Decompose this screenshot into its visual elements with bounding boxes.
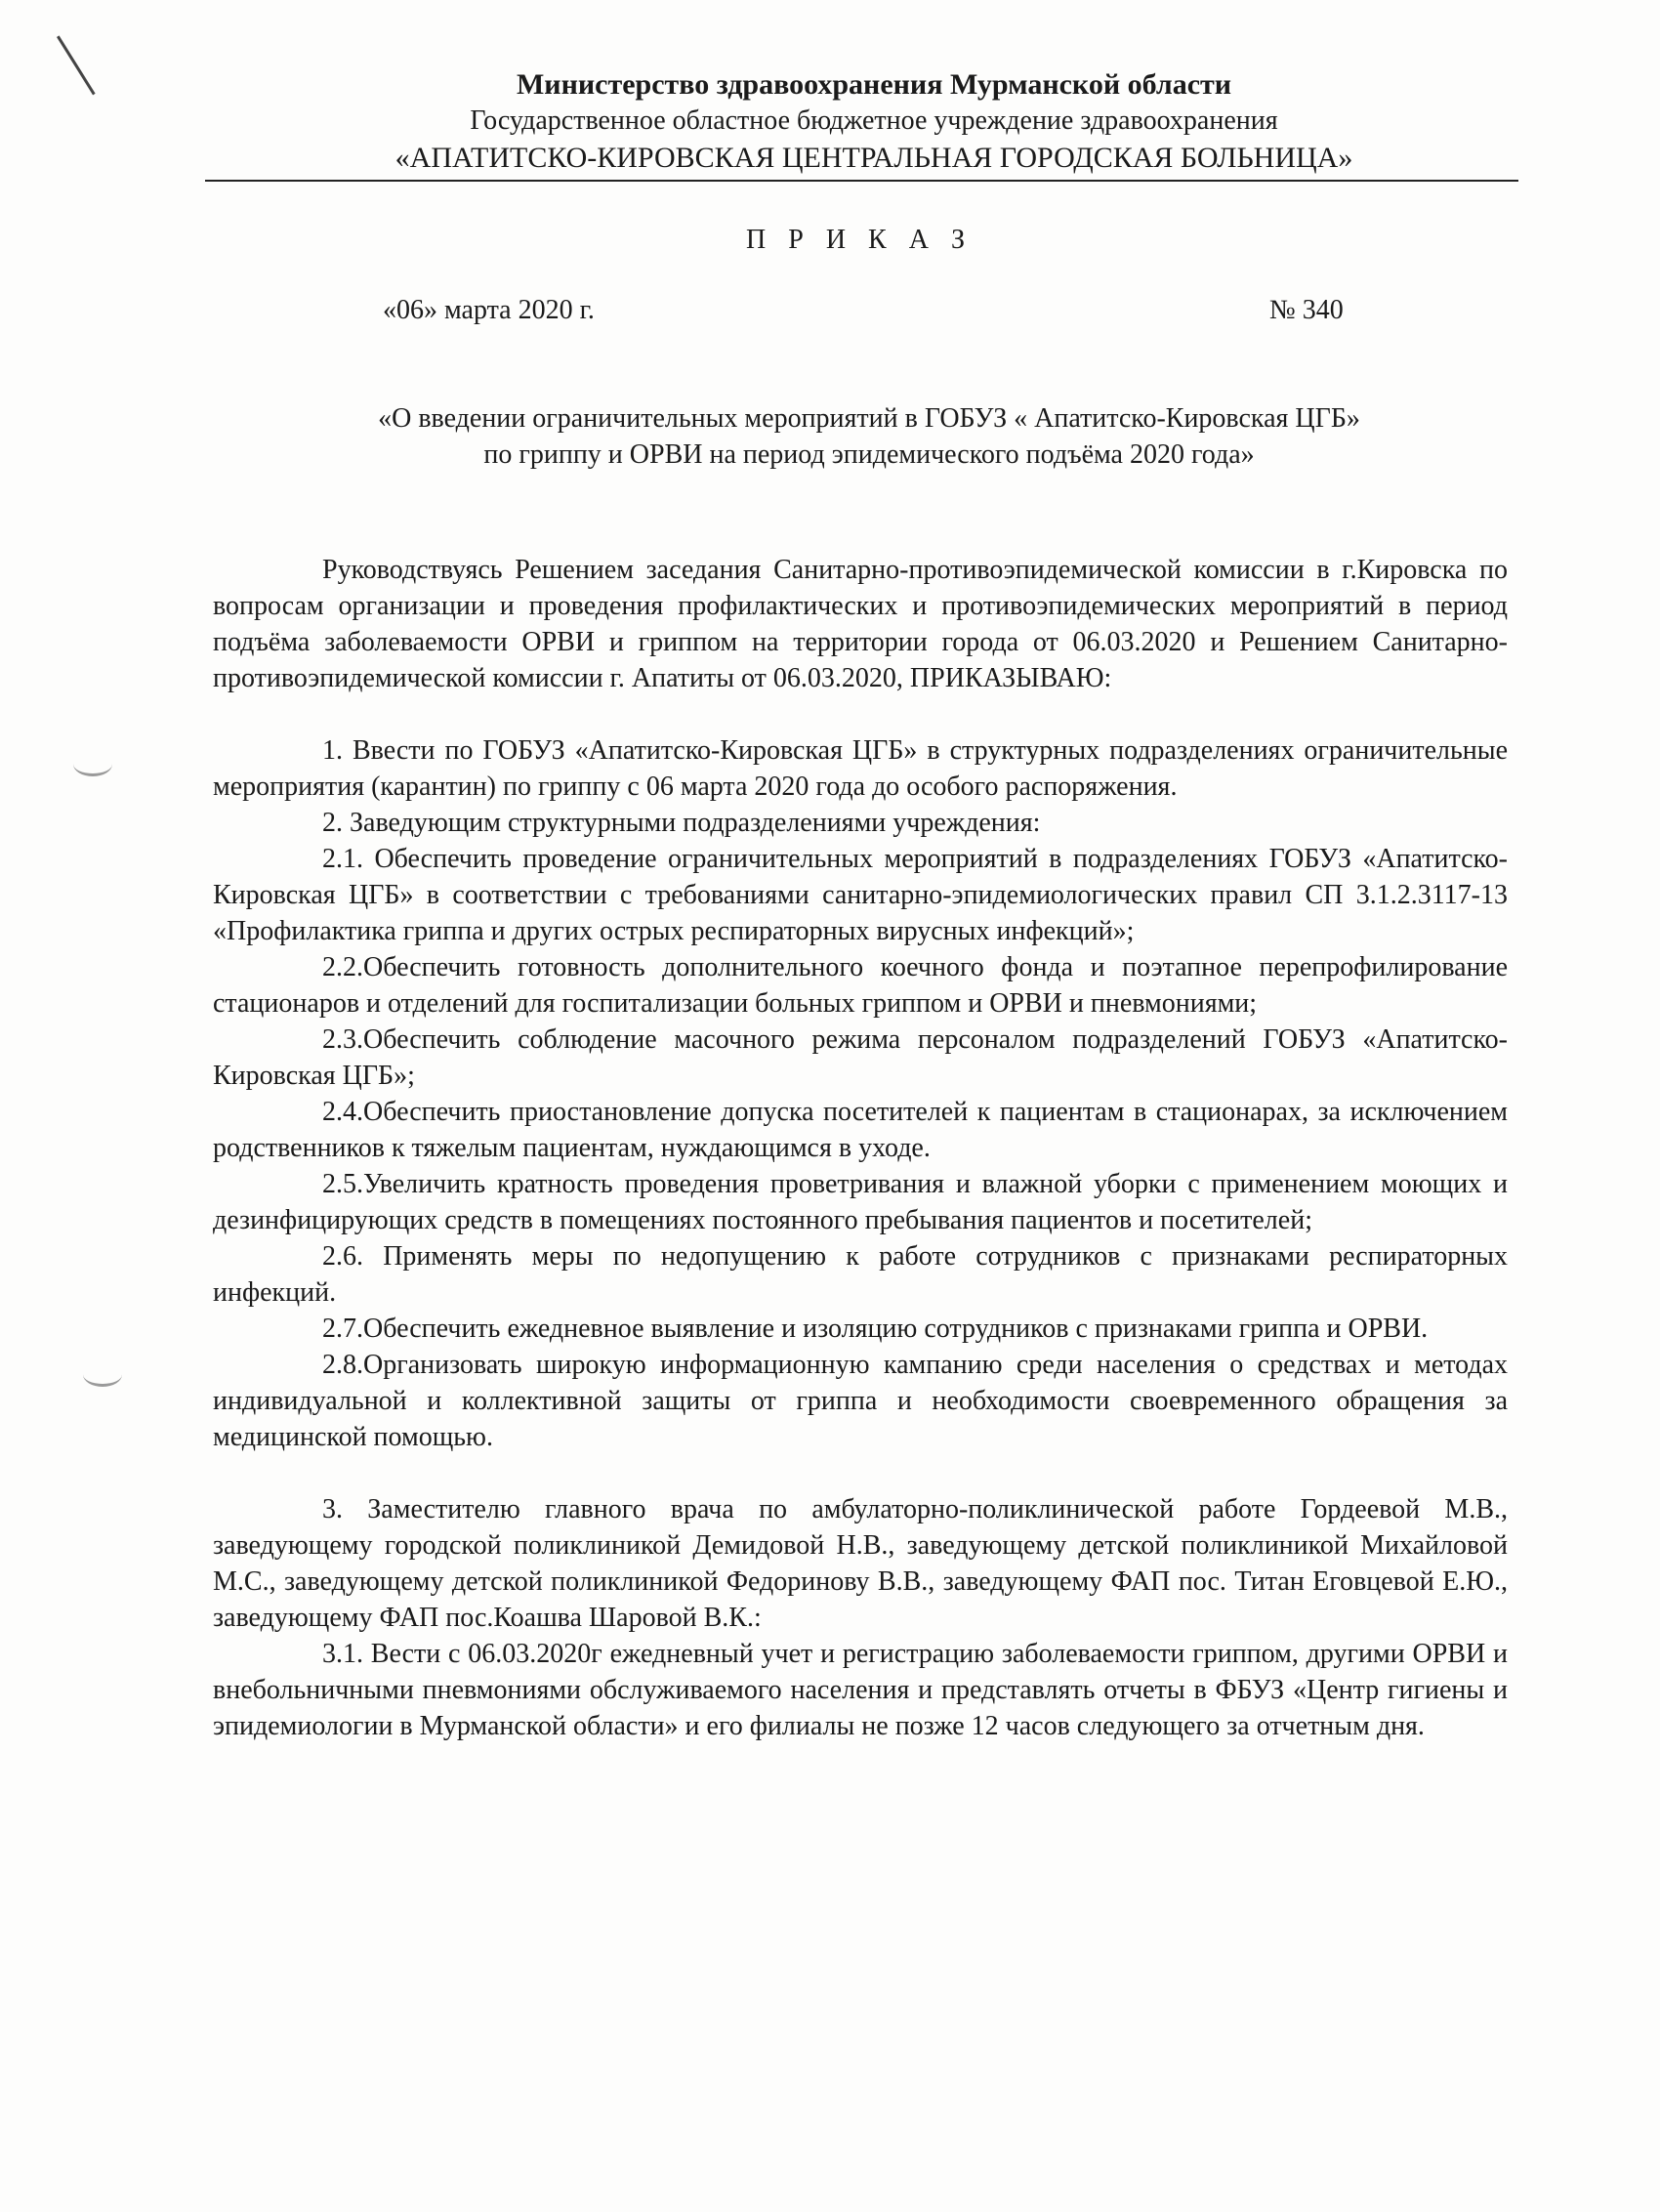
order-item-2-5: 2.5.Увеличить кратность проведения проветривания и влажной уборки с применением моющих и дезинфицирующих средств в помещениях постоянного пребывания пациентов и посетителей; [213, 1169, 1508, 1235]
order-item-2: 2. Заведующим структурными подразделениями учреждения: [322, 808, 1041, 838]
order-item-2-6: 2.6. Применять меры по недопущению к работе сотрудников с признаками респираторных инфекций. [213, 1241, 1508, 1308]
order-item-2-3: 2.3.Обеспечить соблюдение масочного режима персоналом подразделений ГОБУЗ «Апатитско-Кировская ЦГБ»; [213, 1024, 1508, 1091]
order-item-3-1: 3.1. Вести с 06.03.2020г ежедневный учет и регистрацию заболеваемости гриппом, другими ОРВИ и внебольничными пневмониями обслуживаемого населения и представлять отчеты в ФБУЗ «Центр гигиены и эпидемиологии в Мурманской области» и его филиалы не позже 12 часов следующего за отчетным дня. [213, 1639, 1508, 1741]
order-title: П Р И К А З [746, 225, 973, 255]
order-item-2-1: 2.1. Обеспечить проведение ограничительных мероприятий в подразделениях ГОБУЗ «Апатитско-Кировская ЦГБ» в соответствии с требованиями санитарно-эпидемиологических правил СП 3.1.2.3117-13 «Профилактика гриппа и других острых респираторных вирусных инфекций»; [213, 844, 1508, 946]
institution-name: «АПАТИТСКО-КИРОВСКАЯ ЦЕНТРАЛЬНАЯ ГОРОДСКАЯ БОЛЬНИЦА» [394, 142, 1353, 174]
institution-type: Государственное областное бюджетное учреждение здравоохранения [470, 105, 1278, 136]
subject-line: «О введении ограничительных мероприятий в ГОБУЗ « Апатитско-Кировская ЦГБ» [378, 403, 1360, 434]
order-item-2-8: 2.8.Организовать широкую информационную кампанию среди населения о средствах и методах индивидуальной и коллективной защиты от гриппа и необходимости своевременного обращения за медицинской помощью. [213, 1350, 1508, 1452]
order-item-1: 1. Ввести по ГОБУЗ «Апатитско-Кировская ЦГБ» в структурных подразделениях ограничительные мероприятия (карантин) по гриппу с 06 марта 2020 года до особого распоряжения. [213, 735, 1508, 802]
preamble-paragraph: Руководствуясь Решением заседания Санитарно-противоэпидемической комиссии в г.Кировска по вопросам организации и проведения профилактических и противоэпидемических мероприятий в период подъёма заболеваемости ОРВИ и гриппом на территории города от 06.03.2020 и Решением Санитарно-противоэпидемической комиссии г. Апатиты от 06.03.2020, ПРИКАЗЫВАЮ: [213, 555, 1508, 693]
header-divider [205, 180, 1518, 182]
order-item-3: 3. Заместителю главного врача по амбулаторно-поликлинической работе Гордеевой М.В., заведующему городской поликлиникой Демидовой Н.В., заведующему детской поликлиникой Михайловой М.С., заведующему детской поликлиникой Федоринову В.В., заведующему ФАП пос. Титан Еговцевой Е.Ю., заведующему ФАП пос.Коашва Шаровой В.К.: [213, 1494, 1508, 1633]
order-date: «06» марта 2020 г. [383, 295, 595, 325]
order-item-2-2: 2.2.Обеспечить готовность дополнительного коечного фонда и поэтапное перепрофилирование стационаров и отделений для госпитализации больных гриппом и ОРВИ и пневмониями; [213, 952, 1508, 1019]
order-number: № 340 [1269, 295, 1344, 325]
ministry-heading: Министерство здравоохранения Мурманской области [516, 68, 1232, 101]
order-subject [117, 400, 1621, 473]
order-item-2-7: 2.7.Обеспечить ежедневное выявление и изоляцию сотрудников с признаками гриппа и ОРВИ. [322, 1314, 1429, 1344]
punch-hole-mark [83, 1362, 122, 1387]
order-body [213, 552, 1508, 1744]
order-item-2-4: 2.4.Обеспечить приостановление допуска посетителей к пациентам в стационарах, за исключением родственников к тяжелым пациентам, нуждающимся в уходе. [213, 1097, 1508, 1163]
punch-hole-mark [73, 752, 112, 776]
subject-line: по гриппу и ОРВИ на период эпидемического подъёма 2020 года» [483, 439, 1255, 470]
